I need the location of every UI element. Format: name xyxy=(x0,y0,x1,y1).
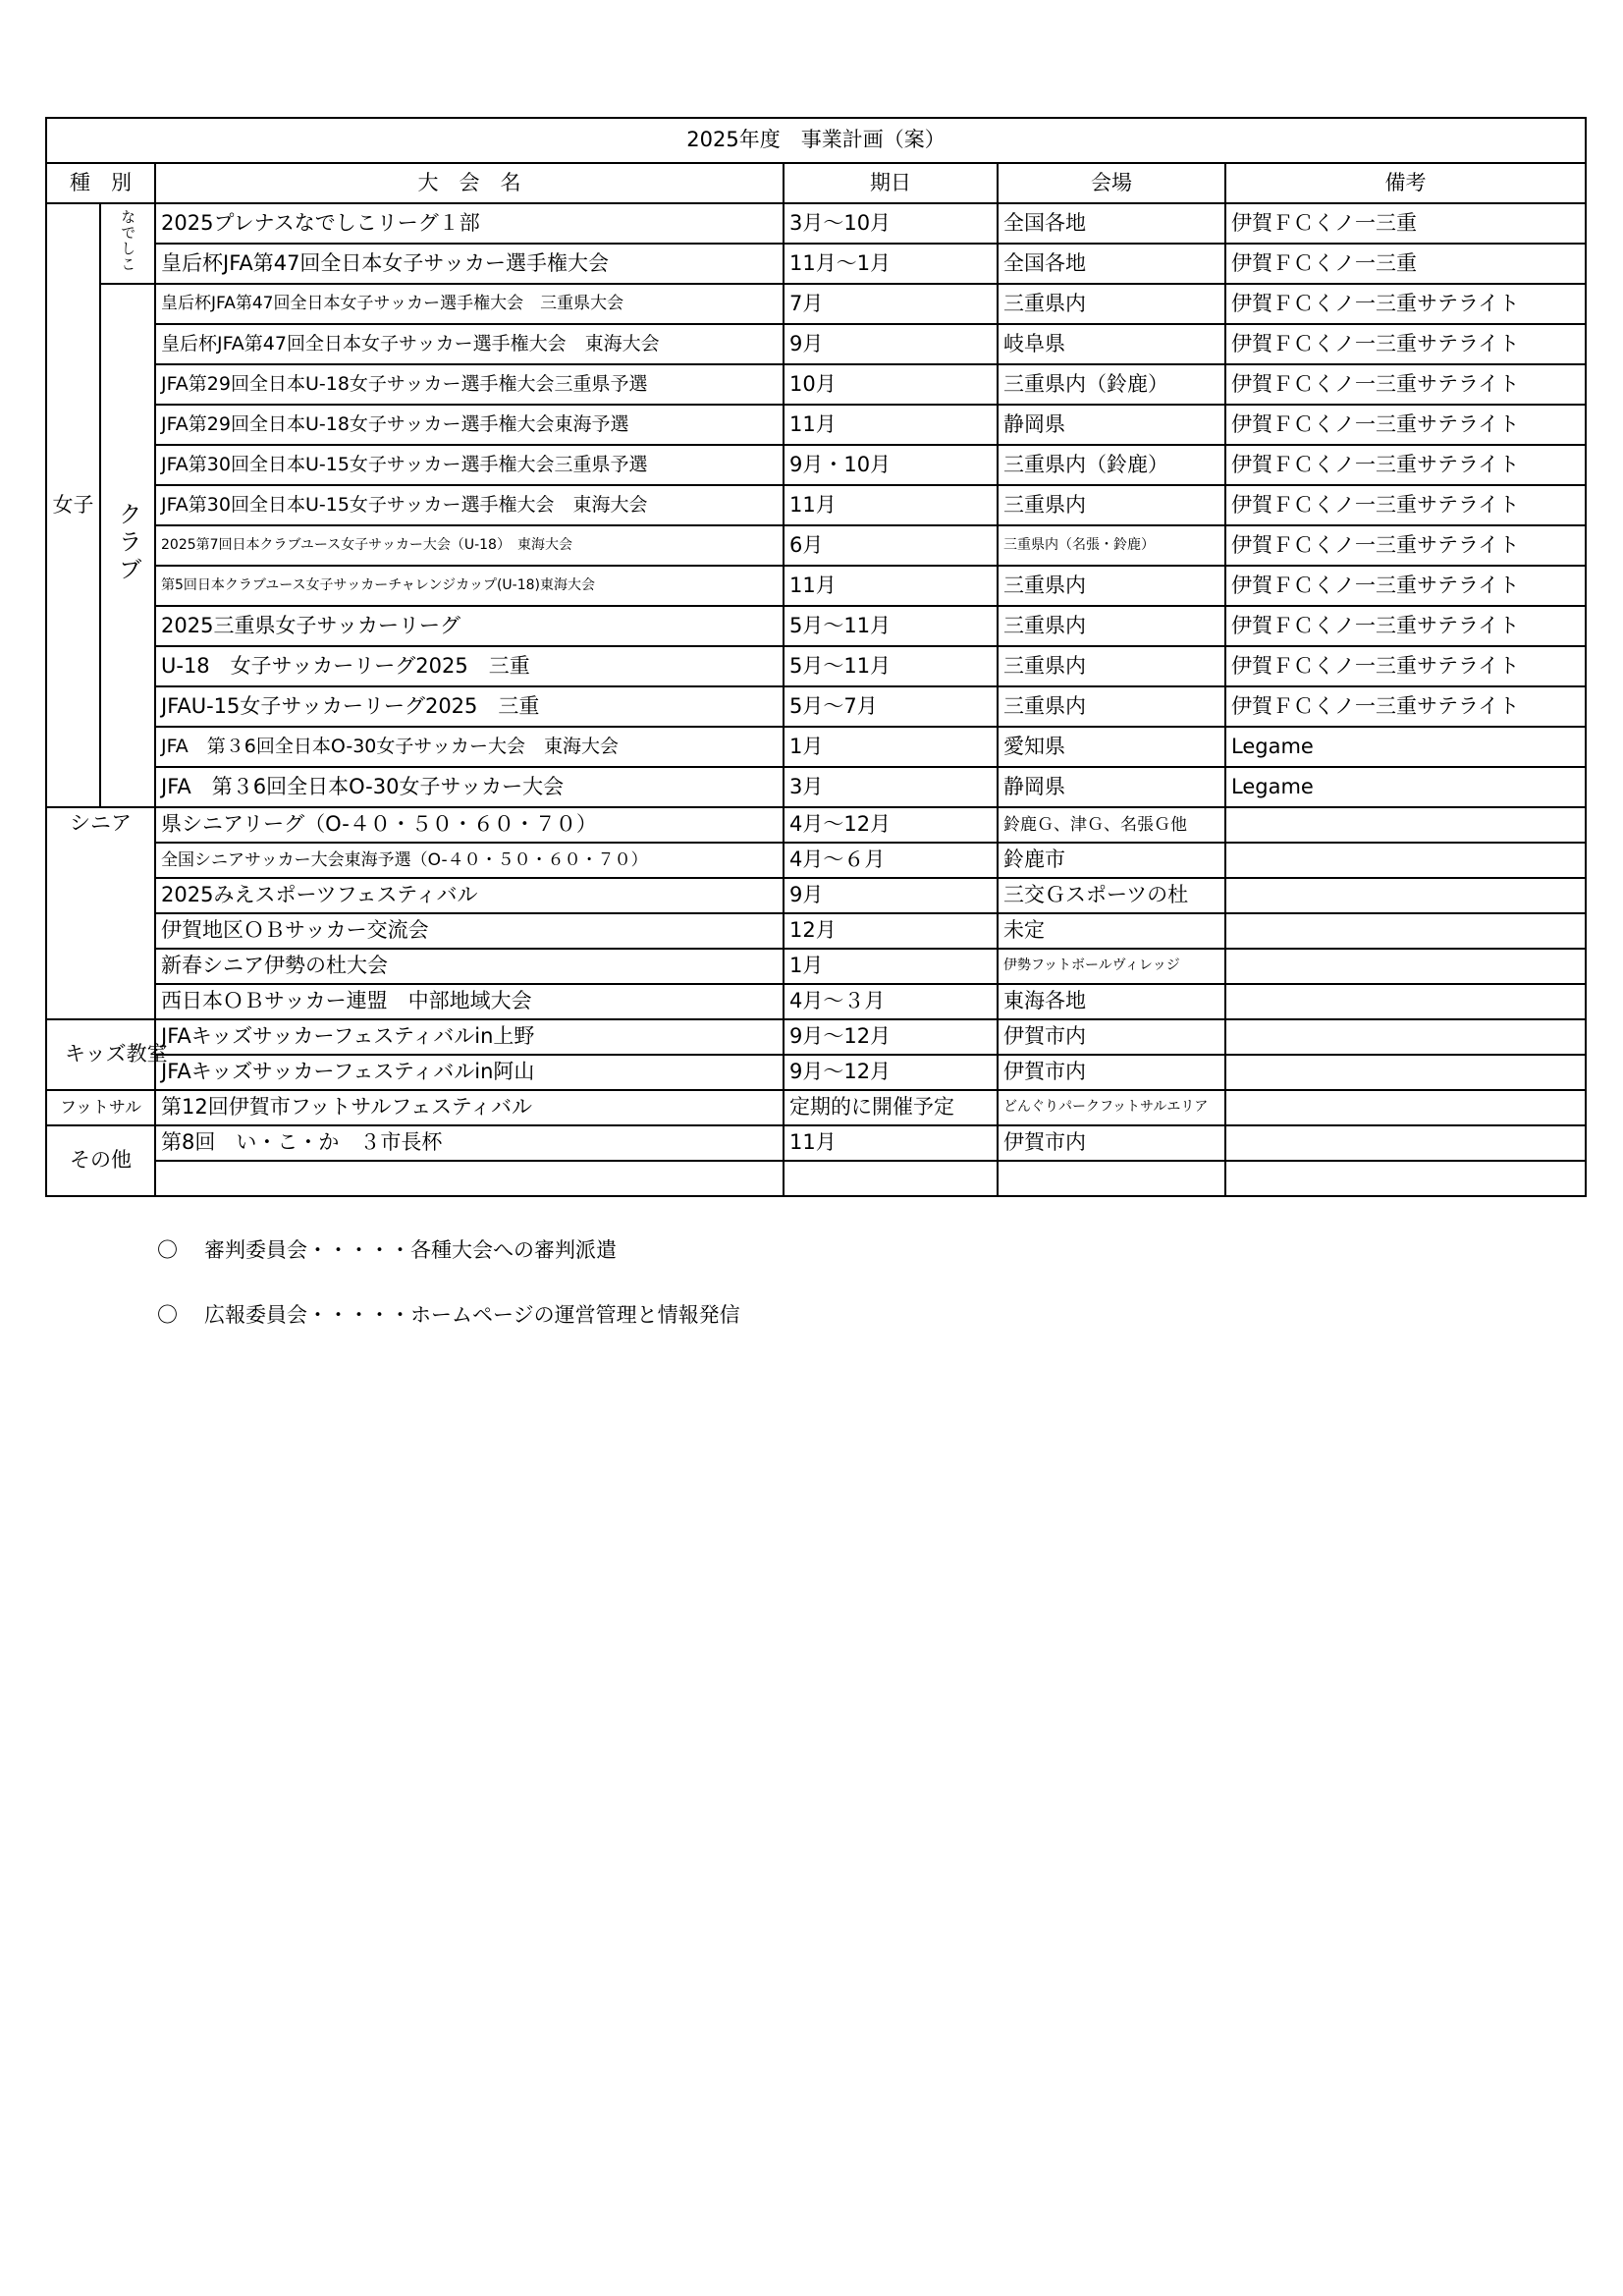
event-cell: 第12回伊賀市フットサルフェスティバル xyxy=(155,1090,784,1125)
event-cell: JFAU-15女子サッカーリーグ2025 三重 xyxy=(155,686,784,727)
event-cell: JFA第29回全日本U-18女子サッカー選手権大会東海予選 xyxy=(155,405,784,445)
remarks-cell: 伊賀ＦＣくノ一三重サテライト xyxy=(1225,445,1586,485)
remarks-cell: 伊賀ＦＣくノ一三重サテライト xyxy=(1225,364,1586,405)
remarks-cell: 伊賀ＦＣくノ一三重サテライト xyxy=(1225,485,1586,525)
venue-cell: 岐阜県 xyxy=(998,324,1225,364)
committee-notes xyxy=(157,1230,740,1359)
venue-cell: 三重県内 xyxy=(998,606,1225,646)
venue-cell: 三重県内（名張・鈴鹿） xyxy=(998,525,1225,566)
remarks-cell: Legame xyxy=(1225,767,1586,807)
venue-cell: 全国各地 xyxy=(998,244,1225,284)
table-row xyxy=(46,1090,1586,1125)
table-row xyxy=(46,566,1586,606)
remarks-cell: 伊賀ＦＣくノ一三重サテライト xyxy=(1225,646,1586,686)
remarks-cell: 伊賀ＦＣくノ一三重 xyxy=(1225,244,1586,284)
circle-mark: 〇 xyxy=(157,1303,178,1327)
remarks-cell xyxy=(1225,878,1586,913)
table-row xyxy=(46,1161,1586,1196)
period-cell: 4月～３月 xyxy=(784,984,998,1019)
period-cell: 5月～7月 xyxy=(784,686,998,727)
note-publicity xyxy=(157,1294,740,1334)
remarks-cell xyxy=(1225,807,1586,843)
period-cell: 9月～12月 xyxy=(784,1019,998,1055)
venue-cell: 三交Ｇスポーツの杜 xyxy=(998,878,1225,913)
remarks-cell: 伊賀ＦＣくノ一三重サテライト xyxy=(1225,525,1586,566)
venue-cell: 伊賀市内 xyxy=(998,1055,1225,1090)
period-cell: 7月 xyxy=(784,284,998,324)
event-cell: JFAキッズサッカーフェスティバルin上野 xyxy=(155,1019,784,1055)
period-cell: 6月 xyxy=(784,525,998,566)
event-cell: 2025三重県女子サッカーリーグ xyxy=(155,606,784,646)
subcategory-nadeshiko xyxy=(100,203,155,284)
period-cell xyxy=(784,1161,998,1196)
remarks-cell xyxy=(1225,949,1586,984)
venue-cell: 愛知県 xyxy=(998,727,1225,767)
remarks-cell xyxy=(1225,1090,1586,1125)
period-cell: 11月 xyxy=(784,485,998,525)
event-cell: 県シニアリーグ（O-４０・５０・６０・７０） xyxy=(155,807,784,843)
table-row xyxy=(46,727,1586,767)
category-futsal: フットサル xyxy=(46,1090,155,1125)
event-cell xyxy=(155,1161,784,1196)
period-cell: 3月～10月 xyxy=(784,203,998,244)
venue-cell: 三重県内 xyxy=(998,485,1225,525)
period-cell: 11月 xyxy=(784,1125,998,1161)
remarks-cell: 伊賀ＦＣくノ一三重サテライト xyxy=(1225,284,1586,324)
event-cell: 第8回 い・こ・か ３市長杯 xyxy=(155,1125,784,1161)
category-women: 女子 xyxy=(46,203,100,807)
period-cell: 5月～11月 xyxy=(784,646,998,686)
period-cell: 11月 xyxy=(784,566,998,606)
remarks-cell xyxy=(1225,913,1586,949)
period-cell: 4月～６月 xyxy=(784,843,998,878)
period-cell: 5月～11月 xyxy=(784,606,998,646)
table-row xyxy=(46,646,1586,686)
period-cell: 3月 xyxy=(784,767,998,807)
table-row xyxy=(46,686,1586,727)
header-row xyxy=(46,163,1586,203)
period-cell: 定期的に開催予定 xyxy=(784,1090,998,1125)
remarks-cell: 伊賀ＦＣくノ一三重サテライト xyxy=(1225,566,1586,606)
table-row xyxy=(46,525,1586,566)
venue-cell: 三重県内（鈴鹿） xyxy=(998,445,1225,485)
table-row xyxy=(46,203,1586,244)
remarks-cell: 伊賀ＦＣくノ一三重サテライト xyxy=(1225,405,1586,445)
remarks-cell: 伊賀ＦＣくノ一三重サテライト xyxy=(1225,606,1586,646)
subcategory-club xyxy=(100,284,155,807)
remarks-cell xyxy=(1225,843,1586,878)
period-cell: 11月～1月 xyxy=(784,244,998,284)
venue-cell: 静岡県 xyxy=(998,767,1225,807)
venue-cell: 未定 xyxy=(998,913,1225,949)
venue-cell: 鈴鹿市 xyxy=(998,843,1225,878)
venue-cell: 伊勢フットボールヴィレッジ xyxy=(998,949,1225,984)
event-cell: 伊賀地区ＯＢサッカー交流会 xyxy=(155,913,784,949)
remarks-cell xyxy=(1225,1161,1586,1196)
header-remarks: 備考 xyxy=(1225,163,1586,203)
header-period: 期日 xyxy=(784,163,998,203)
venue-cell: 全国各地 xyxy=(998,203,1225,244)
table-row xyxy=(46,485,1586,525)
venue-cell: 三重県内（鈴鹿） xyxy=(998,364,1225,405)
venue-cell: 東海各地 xyxy=(998,984,1225,1019)
table-row xyxy=(46,984,1586,1019)
table-row xyxy=(46,913,1586,949)
table-row xyxy=(46,878,1586,913)
table-row xyxy=(46,445,1586,485)
event-cell: 2025第7回日本クラブユース女子サッカー大会（U-18） 東海大会 xyxy=(155,525,784,566)
note-referee xyxy=(157,1230,740,1269)
circle-mark: 〇 xyxy=(157,1238,178,1262)
table-row xyxy=(46,324,1586,364)
period-cell: 1月 xyxy=(784,949,998,984)
event-cell: 全国シニアサッカー大会東海予選（O-４０・５０・６０・７０） xyxy=(155,843,784,878)
note-text: 審判委員会・・・・・各種大会への審判派遣 xyxy=(204,1238,617,1262)
remarks-cell: 伊賀ＦＣくノ一三重サテライト xyxy=(1225,324,1586,364)
event-cell: JFAキッズサッカーフェスティバルin阿山 xyxy=(155,1055,784,1090)
table-row xyxy=(46,949,1586,984)
table-row xyxy=(46,606,1586,646)
period-cell: 12月 xyxy=(784,913,998,949)
table-row xyxy=(46,1055,1586,1090)
table-row xyxy=(46,244,1586,284)
business-plan-table xyxy=(45,117,1587,1197)
note-text: 広報委員会・・・・・ホームページの運営管理と情報発信 xyxy=(204,1303,740,1327)
event-cell: JFA第30回全日本U-15女子サッカー選手権大会 東海大会 xyxy=(155,485,784,525)
table-row xyxy=(46,767,1586,807)
venue-cell: 三重県内 xyxy=(998,646,1225,686)
remarks-cell xyxy=(1225,1019,1586,1055)
venue-cell: 静岡県 xyxy=(998,405,1225,445)
venue-cell: 三重県内 xyxy=(998,686,1225,727)
venue-cell xyxy=(998,1161,1225,1196)
event-cell: 第5回日本クラブユース女子サッカーチャレンジカップ(U-18)東海大会 xyxy=(155,566,784,606)
remarks-cell xyxy=(1225,1055,1586,1090)
event-cell: JFA第29回全日本U-18女子サッカー選手権大会三重県予選 xyxy=(155,364,784,405)
venue-cell: どんぐりパークフットサルエリア xyxy=(998,1090,1225,1125)
table-row xyxy=(46,843,1586,878)
period-cell: 4月～12月 xyxy=(784,807,998,843)
period-cell: 11月 xyxy=(784,405,998,445)
category-senior: シニア xyxy=(46,807,155,1019)
table-row xyxy=(46,364,1586,405)
event-cell: JFA第30回全日本U-15女子サッカー選手権大会三重県予選 xyxy=(155,445,784,485)
event-cell: JFA 第３6回全日本O-30女子サッカー大会 xyxy=(155,767,784,807)
period-cell: 1月 xyxy=(784,727,998,767)
event-cell: 2025みえスポーツフェスティバル xyxy=(155,878,784,913)
header-venue: 会場 xyxy=(998,163,1225,203)
remarks-cell xyxy=(1225,984,1586,1019)
remarks-cell: Legame xyxy=(1225,727,1586,767)
table-title: 2025年度 事業計画（案） xyxy=(46,118,1586,163)
event-cell: 皇后杯JFA第47回全日本女子サッカー選手権大会 三重県大会 xyxy=(155,284,784,324)
event-cell: 皇后杯JFA第47回全日本女子サッカー選手権大会 東海大会 xyxy=(155,324,784,364)
table-row xyxy=(46,807,1586,843)
event-cell: 2025プレナスなでしこリーグ１部 xyxy=(155,203,784,244)
period-cell: 9月 xyxy=(784,324,998,364)
category-kids: キッズ教室 xyxy=(46,1019,155,1090)
header-event: 大 会 名 xyxy=(155,163,784,203)
period-cell: 9月～12月 xyxy=(784,1055,998,1090)
remarks-cell xyxy=(1225,1125,1586,1161)
table-row xyxy=(46,1125,1586,1161)
header-category: 種 別 xyxy=(46,163,155,203)
event-cell: 皇后杯JFA第47回全日本女子サッカー選手権大会 xyxy=(155,244,784,284)
table-row xyxy=(46,1019,1586,1055)
category-other: その他 xyxy=(46,1125,155,1196)
period-cell: 9月・10月 xyxy=(784,445,998,485)
table-row xyxy=(46,284,1586,324)
remarks-cell: 伊賀ＦＣくノ一三重サテライト xyxy=(1225,686,1586,727)
venue-cell: 鈴鹿Ｇ、津Ｇ、名張Ｇ他 xyxy=(998,807,1225,843)
period-cell: 10月 xyxy=(784,364,998,405)
venue-cell: 三重県内 xyxy=(998,284,1225,324)
venue-cell: 伊賀市内 xyxy=(998,1019,1225,1055)
subcategory-nadeshiko-label: なでしこ xyxy=(119,209,137,273)
venue-cell: 三重県内 xyxy=(998,566,1225,606)
period-cell: 9月 xyxy=(784,878,998,913)
remarks-cell: 伊賀ＦＣくノ一三重 xyxy=(1225,203,1586,244)
table-row xyxy=(46,405,1586,445)
venue-cell: 伊賀市内 xyxy=(998,1125,1225,1161)
subcategory-club-label: クラブ xyxy=(114,501,142,584)
event-cell: JFA 第３6回全日本O-30女子サッカー大会 東海大会 xyxy=(155,727,784,767)
event-cell: 西日本ＯＢサッカー連盟 中部地域大会 xyxy=(155,984,784,1019)
event-cell: 新春シニア伊勢の杜大会 xyxy=(155,949,784,984)
event-cell: U-18 女子サッカーリーグ2025 三重 xyxy=(155,646,784,686)
